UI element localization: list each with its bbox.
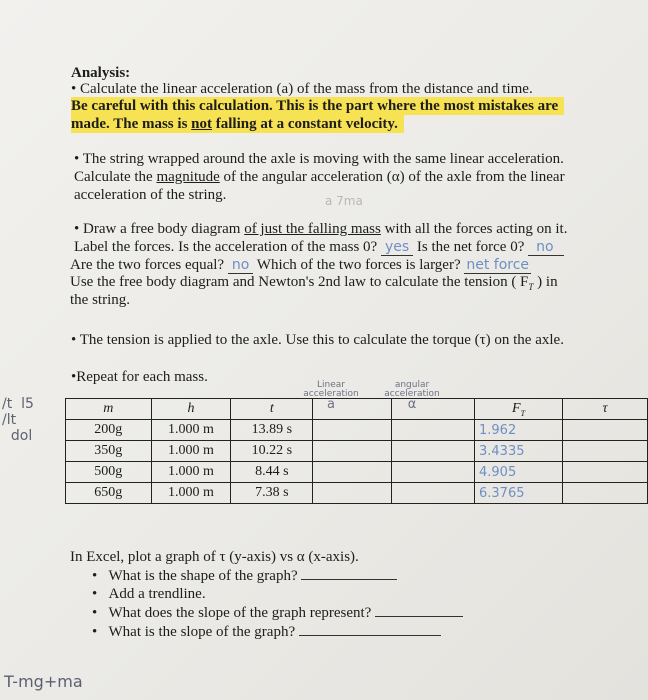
- cell-torque: [563, 441, 648, 462]
- answer-accel-zero: yes: [381, 239, 413, 256]
- cell-alpha: [392, 462, 475, 483]
- cell-a: [313, 483, 392, 504]
- excel-intro: In Excel, plot a graph of τ (y-axis) vs α (x-axis).: [70, 549, 359, 565]
- cell-torque: [563, 462, 648, 483]
- analysis-title: Analysis:: [71, 65, 131, 81]
- cell-h: 1.000 m: [151, 462, 231, 483]
- header-m: m: [66, 399, 152, 420]
- table-row: [66, 441, 648, 462]
- excel-q3: • What does the slope of the graph represent?: [92, 604, 463, 622]
- excel-q3-blank: [375, 604, 463, 617]
- col-head-linear-symbol: a: [327, 397, 335, 412]
- excel-q1-blank: [301, 567, 397, 580]
- header-torque: τ: [563, 399, 648, 420]
- excel-q3-text: What does the slope of the graph represent?: [108, 605, 372, 621]
- excel-q4-text: What is the slope of the graph?: [108, 624, 296, 640]
- excel-q1: • What is the shape of the graph?: [92, 567, 397, 585]
- cell-t: 13.89 s: [231, 420, 313, 441]
- header-ft: [475, 399, 563, 420]
- bullet3-line4: [70, 273, 558, 296]
- table-header-row: [66, 399, 648, 420]
- table-row: [66, 462, 648, 483]
- excel-q4: • What is the slope of the graph?: [92, 623, 441, 641]
- bullet2-line1: • The string wrapped around the axle is moving with the same linear acceleration.: [74, 151, 564, 167]
- question-forces-equal: Are the two forces equal?: [70, 257, 225, 273]
- cell-h: 1.000 m: [151, 483, 231, 504]
- cell-h: 1.000 m: [151, 420, 231, 441]
- header-t: t: [231, 399, 313, 420]
- header-linear-accel: [313, 399, 392, 420]
- bullet2-line3: acceleration of the string.: [74, 187, 227, 203]
- header-h: h: [151, 399, 231, 420]
- cell-ft: 6.3765: [475, 483, 563, 504]
- header-ft-letter: F: [512, 400, 521, 416]
- cell-alpha: [392, 420, 475, 441]
- tension-subscript: T: [528, 282, 534, 292]
- bullet2-line2: Calculate the magnitude of the angular acceleration (α) of the axle from the linear: [74, 169, 565, 185]
- bullet3-line5: the string.: [70, 292, 130, 308]
- cell-ft: 4.905: [475, 462, 563, 483]
- col-head-angular-symbol: α: [407, 397, 417, 412]
- bullet4: • The tension is applied to the axle. Use this to calculate the torque (τ) on the axle.: [71, 332, 564, 348]
- question-net-force-zero: Is the net force 0?: [416, 239, 525, 255]
- cell-t: 10.22 s: [231, 441, 313, 462]
- data-table: [65, 398, 648, 504]
- cell-m: 350g: [66, 441, 152, 462]
- tension-text: Use the free body diagram and Newton's 2nd law to calculate the tension ( F: [70, 274, 529, 290]
- excel-q4-blank: [299, 623, 441, 636]
- bullet3-line2: [74, 238, 564, 256]
- tension-text-end: ) in: [537, 274, 558, 290]
- cell-m: 650g: [66, 483, 152, 504]
- cell-alpha: [392, 483, 475, 504]
- table-row: [66, 420, 648, 441]
- bullet1-line2: Be careful with this calculation. This is the part where the most mistakes are: [71, 97, 564, 115]
- cell-a: [313, 441, 392, 462]
- margin-note: /t l5 /lt dol: [2, 396, 34, 444]
- bullet1-line3: made. The mass is not falling at a constant velocity.: [71, 115, 404, 133]
- cell-t: 8.44 s: [231, 462, 313, 483]
- faint-handwriting: a 7ma: [325, 194, 363, 208]
- cell-a: [313, 462, 392, 483]
- question-larger-force: Which of the two forces is larger?: [256, 257, 461, 273]
- cell-m: 500g: [66, 462, 152, 483]
- answer-larger-force: net force: [466, 257, 530, 273]
- header-ft-sub: T: [520, 408, 526, 418]
- header-angular-accel: [392, 399, 475, 420]
- cell-torque: [563, 420, 648, 441]
- handwritten-equation: T-mg+ma: [4, 672, 83, 691]
- cell-torque: [563, 483, 648, 504]
- excel-q1-text: What is the shape of the graph?: [108, 568, 298, 584]
- cell-h: 1.000 m: [151, 441, 231, 462]
- bullet3-line1: • Draw a free body diagram of just the falling mass with all the forces acting on it.: [74, 221, 568, 237]
- excel-q2-text: Add a trendline.: [108, 586, 206, 602]
- col-head-linear-text: Linear acceleration: [303, 380, 359, 399]
- bullet1-line1: • Calculate the linear acceleration (a) of the mass from the distance and time.: [71, 81, 533, 97]
- answer-forces-equal: no: [228, 257, 253, 274]
- cell-alpha: [392, 441, 475, 462]
- cell-m: 200g: [66, 420, 152, 441]
- cell-ft: 1.962: [475, 420, 563, 441]
- answer-net-force-zero: no: [528, 239, 563, 256]
- cell-t: 7.38 s: [231, 483, 313, 504]
- col-head-angular-text: angular acceleration: [384, 380, 440, 399]
- cell-a: [313, 420, 392, 441]
- bullet5: •Repeat for each mass.: [71, 369, 208, 385]
- question-accel-zero: Label the forces. Is the acceleration of the mass 0?: [74, 239, 378, 255]
- cell-ft: 3.4335: [475, 441, 563, 462]
- excel-q2: • Add a trendline.: [92, 586, 206, 602]
- table-row: [66, 483, 648, 504]
- bullet3-line3: [70, 256, 531, 274]
